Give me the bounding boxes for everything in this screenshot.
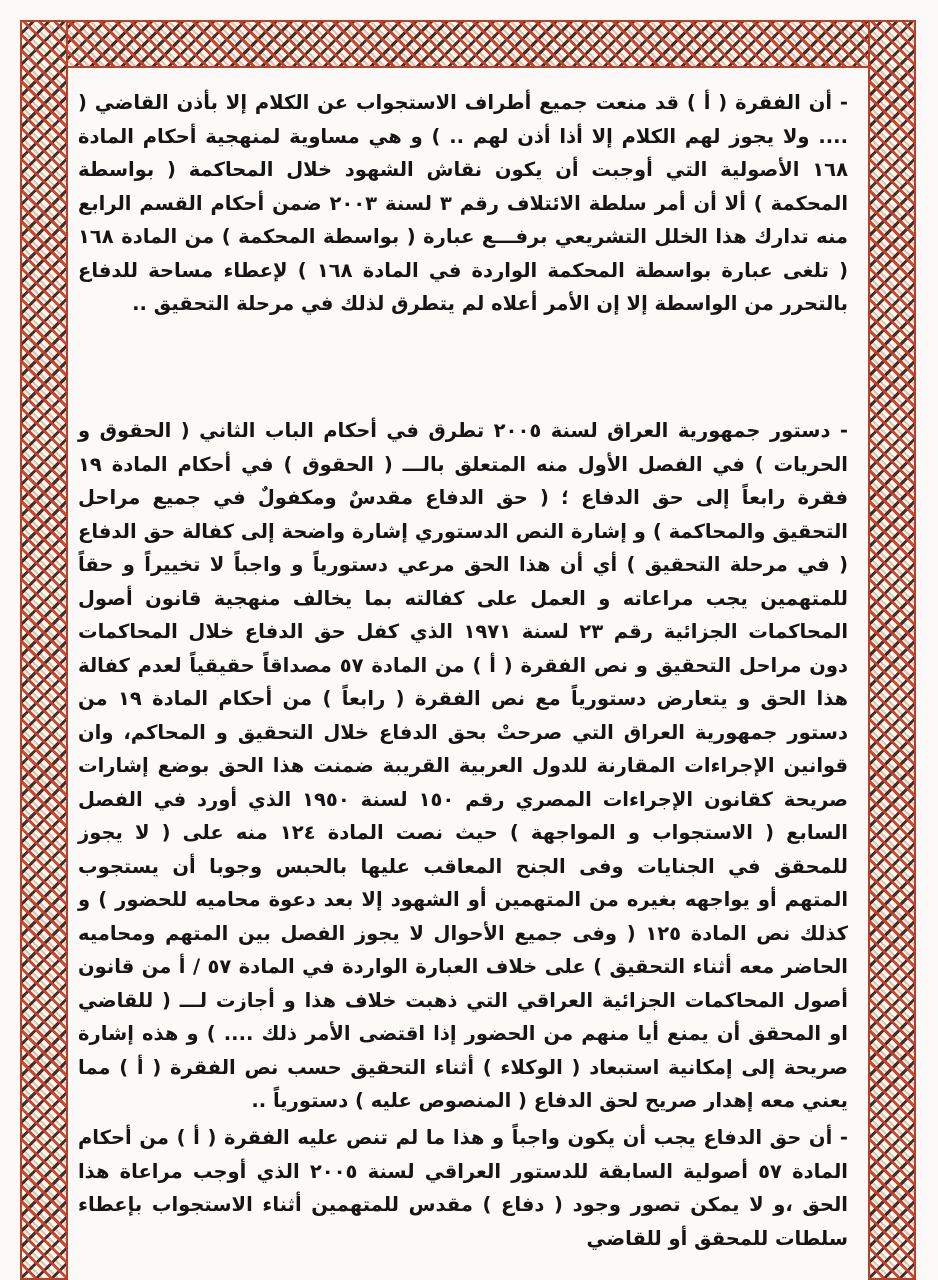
paragraph-3: - أن حق الدفاع يجب أن يكون واجباً و هذا ما لم تنص عليه الفقرة ( أ ) من أحكام المادة ٥٧ أصولية السابقة للدستور العراقي لسنة ٢٠٠٥ الذي أوجب مراعاة هذا الحق ،و لا يمكن تصور وجود ( دفاع ) مقدس للمتهمين أثناء الاستجواب بإعطاء سلطات للمحقق أو للقاضي (78, 1126, 848, 1250)
decorative-border-left (20, 20, 68, 1280)
decorative-border-right (868, 20, 916, 1280)
decorative-border-top (20, 20, 916, 68)
paragraph-2: - دستور جمهورية العراق لسنة ٢٠٠٥ تطرق في أحكام الباب الثاني ( الحقوق و الحريات ) في الفصل الأول منه المتعلق بالـــ ( الحقوق ) في أحكام المادة ١٩ فقرة رابعاً إلى حق الدفاع ؛ ( حق الدفاع مقدسٌ ومكفولٌ في جميع مراحل التحقيق والمحاكمة ) و إشارة النص الدستوري إشارة واضحة إلى كفالة حق الدفاع ( في مرحلة التحقيق ) أي أن هذا الحق مرعي دستورياً و واجباً لا تخييراً و حقاً للمتهمين يجب مراعاته و العمل على كفالته بما يخالف منهجية قانون أصول المحاكمات الجزائية رقم ٢٣ لسنة ١٩٧١ الذي كفل حق الدفاع خلال المحاكمات دون مراحل التحقيق و نص الفقرة ( أ ) من المادة ٥٧ مصداقاً حقيقياً لعدم كفالة هذا الحق و يتعارض دستورياً مع نص الفقرة ( رابعاً ) من أحكام المادة ١٩ من دستور جمهورية العراق التي صرحتْ بحق الدفاع خلال التحقيق و المحاكم، وان قوانين الإجراءات المقارنة للدول العربية القريبة ضمنت هذا الحق بوضع إشارات صريحة كقانون الإجراءات المصري رقم ١٥٠ لسنة ١٩٥٠ الذي أورد في الفصل السابع ( الاستجواب و المواجهة ) حيث نصت المادة ١٢٤ منه على ( لا يجوز للمحقق في الجنايات وفى الجنح المعاقب عليها بالحبس وجوبا أن يستجوب المتهم أو يواجهه بغيره من المتهمين أو الشهود إلا بعد دعوة محاميه للحضور ) و كذلك نص المادة ١٢٥ ( وفى جميع الأحوال لا يجوز الفصل بين المتهم ومحاميه الحاضر معه أثناء التحقيق ) على خلاف العبارة الواردة في المادة ٥٧ / أ من قانون أصول المحاكمات الجزائية العراقي التي ذهبت خلاف هذا و أجازت لـــ ( للقاضي او المحقق أن يمنع أيا منهم من الحضور إذا اقتضى الأمر ذلك .... ) و هذه إشارة صريحة إلى إمكانية استبعاد ( الوكلاء ) أثناء التحقيق حسب نص الفقرة ( أ ) مما يعني معه إهدار صريح لحق الدفاع ( المنصوص عليه ) دستورياً .. (78, 419, 849, 1112)
paragraph-1: - أن الفقرة ( أ ) قد منعت جميع أطراف الاستجواب عن الكلام إلا بأذن القاضي ( .... ولا يجوز لهم الكلام إلا أذا أذن لهم .. ) و هي مساوية لمنهجية أحكام المادة ١٦٨ الأصولية التي أوجبت أن يكون نقاش الشهود خلال المحاكمة ( بواسطة المحكمة ) ألا أن أمر سلطة الائتلاف رقم ٣ لسنة ٢٠٠٣ ضمن أحكام القسم الرابع منه تدارك هذا الخلل التشريعي برفـــع عبارة ( بواسطة المحكمة ) من المادة ١٦٨ ( تلغى عبارة بواسطة المحكمة الواردة في المادة ١٦٨ ) لإعطاء مساحة للدفاع بالتحرر من الواسطة إلا إن الأمر أعلاه لم يتطرق لذلك في مرحلة التحقيق .. (78, 91, 849, 315)
